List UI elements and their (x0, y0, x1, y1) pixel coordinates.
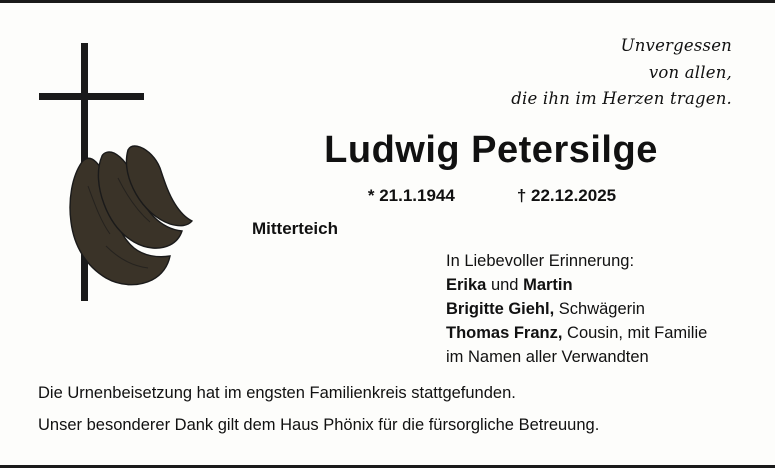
family-relation-schwaegerin: Schwägerin (554, 299, 645, 318)
death-date: † 22.12.2025 (516, 186, 617, 205)
family-line-1 (446, 274, 707, 298)
deceased-name: Ludwig Petersilge (324, 129, 658, 171)
family-intro: In Liebevoller Erinnerung: (446, 252, 635, 270)
family-closing: im Namen aller Verwandten (446, 347, 649, 366)
footer-line-1: Die Urnenbeisetzung hat im engsten Familienkreis stattgefunden. (38, 384, 516, 402)
life-dates (252, 186, 732, 206)
praying-hands-icon (58, 126, 198, 291)
family-line-3 (446, 322, 707, 346)
family-relation-cousin: Cousin, mit Familie (562, 323, 708, 342)
family-name-erika: Erika (446, 275, 487, 294)
family-line-2 (446, 298, 707, 322)
place-name: Mitterteich (252, 219, 338, 238)
footer-line-2: Unser besonderer Dank gilt dem Haus Phönix für die fürsorgliche Betreuung. (38, 416, 600, 435)
verse-line-3: die ihn im Herzen tragen. (511, 89, 732, 109)
family-name-thomas: Thomas Franz, (446, 323, 563, 342)
family-block (446, 250, 707, 370)
family-name-brigitte: Brigitte Giehl, (446, 299, 555, 318)
family-name-martin: Martin (523, 275, 573, 294)
cross-icon-crossbar (39, 93, 144, 100)
family-conjunction: und (486, 275, 524, 294)
footer-notes (38, 377, 738, 441)
verse-line-1: Unvergessen (620, 36, 732, 55)
birth-date: * 21.1.1944 (367, 186, 455, 205)
memorial-artwork (30, 31, 220, 296)
verse-line-2: von allen, (648, 62, 732, 82)
memorial-verse (312, 33, 732, 113)
